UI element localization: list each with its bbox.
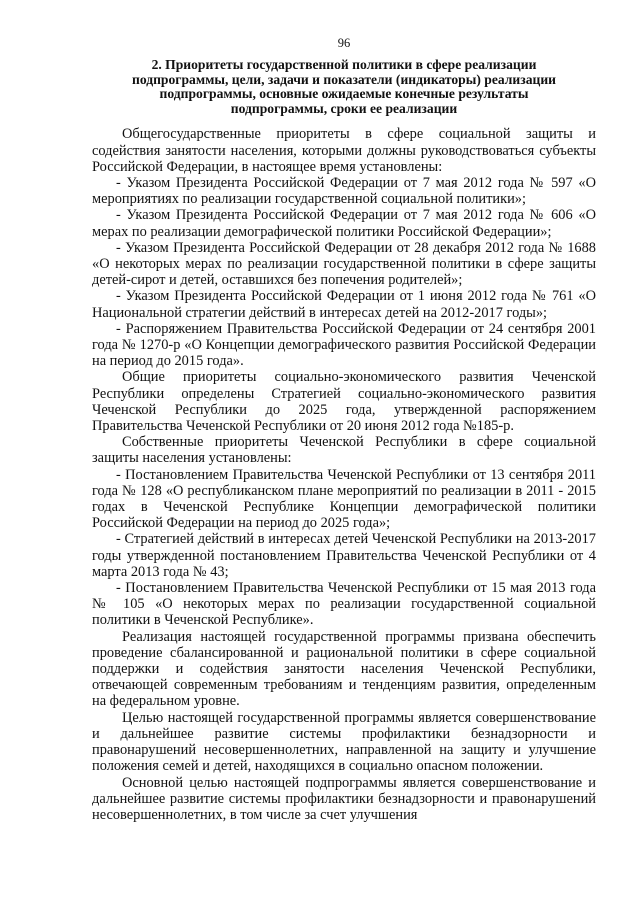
section-title [92,58,596,116]
list-item-decree-606: - Указом Президента Российской Федерации от 7 мая 2012 года № 606 «О мерах по реализации демографической политики Российской Федерации»; [92,207,596,240]
list-item-strategy-43: - Стратегией действий в интересах детей Чеченской Республики на 2013-2017 годы утвержденной постановлением Правительства Чеченской Республики от 4 марта 2013 года № 43; [92,531,596,580]
list-item-decree-761: - Указом Президента Российской Федерации от 1 июня 2012 года № 761 «О Национальной стратегии действий в интересах детей на 2012-2017 годы»; [92,288,596,321]
page-number: 96 [337,36,351,50]
paragraph-program-goal: Целью настоящей государственной программы является совершенствование и дальнейшее развитие системы профилактики безнадзорности и правонарушений несовершеннолетних, направленной на защиту и улучшение положения семей и детей, находящихся в социально опасном положении. [92,709,596,775]
list-item-resolution-105: - Постановлением Правительства Чеченской Республики от 15 мая 2013 года № 105 «О некоторых мерах по реализации государственной социальной политики в Чеченской Республике». [92,580,596,629]
section-title-line: подпрограммы, цели, задачи и показатели (индикаторы) реализации [131,71,557,87]
section-title-line: подпрограммы, сроки ее реализации [230,100,458,116]
paragraph-subprogram-goal: Основной целью настоящей подпрограммы является совершенствование и дальнейшее развитие системы профилактики безнадзорности и правонарушений несовершеннолетних, в том числе за счет улучшения [92,774,596,823]
paragraph-implementation: Реализация настоящей государственной программы призвана обеспечить проведение сбалансированной и рациональной политики в сфере социальной поддержки и содействия занятости населения Чеченской Республики, отвечающей современным требованиям и тенденциям развития, определенным на федеральном уровне. [92,628,596,710]
paragraph-own-priorities: Собственные приоритеты Чеченской Республики в сфере социальной защиты населения установлены: [92,434,596,467]
paragraph-intro: Общегосударственные приоритеты в сфере социальной защиты и содействия занятости населения, которыми должны руководствоваться субъекты Российской Федерации, в настоящее время установлены: [92,126,596,175]
list-item-decree-597: - Указом Президента Российской Федерации от 7 мая 2012 года № 597 «О мероприятиях по реализации государственной социальной политики»; [92,174,596,208]
body-text [92,126,596,823]
paragraph-general-priorities: Общие приоритеты социально-экономического развития Чеченской Республики определены Стратегией социально-экономического развития Чеченской Республики до 2025 года, утвержденной распоряжением Правительства Чеченской Республики от 20 июня 2012 года №185-р. [92,369,596,435]
list-item-resolution-128: - Постановлением Правительства Чеченской Республики от 13 сентября 2011 года № 128 «О республиканском плане мероприятий по реализации в 2011 - 2015 годах в Чеченской Республике Концепции демографической политики Российской Федерации на период до 2025 года»; [92,466,596,532]
section-title-line: подпрограммы, основные ожидаемые конечные результаты [159,86,529,102]
list-item-order-1270: - Распоряжением Правительства Российской Федерации от 24 сентября 2001 года № 1270-р «О Концепции демографического развития Российской Федерации на период до 2015 года». [92,320,596,370]
section-title-line: 2. Приоритеты государственной политики в сфере реализации [151,57,537,72]
list-item-decree-1688: - Указом Президента Российской Федерации от 28 декабря 2012 года № 1688 «О некоторых мерах по реализации государственной политики в сфере защиты детей-сирот и детей, оставшихся без попечения родителей»; [92,239,596,289]
